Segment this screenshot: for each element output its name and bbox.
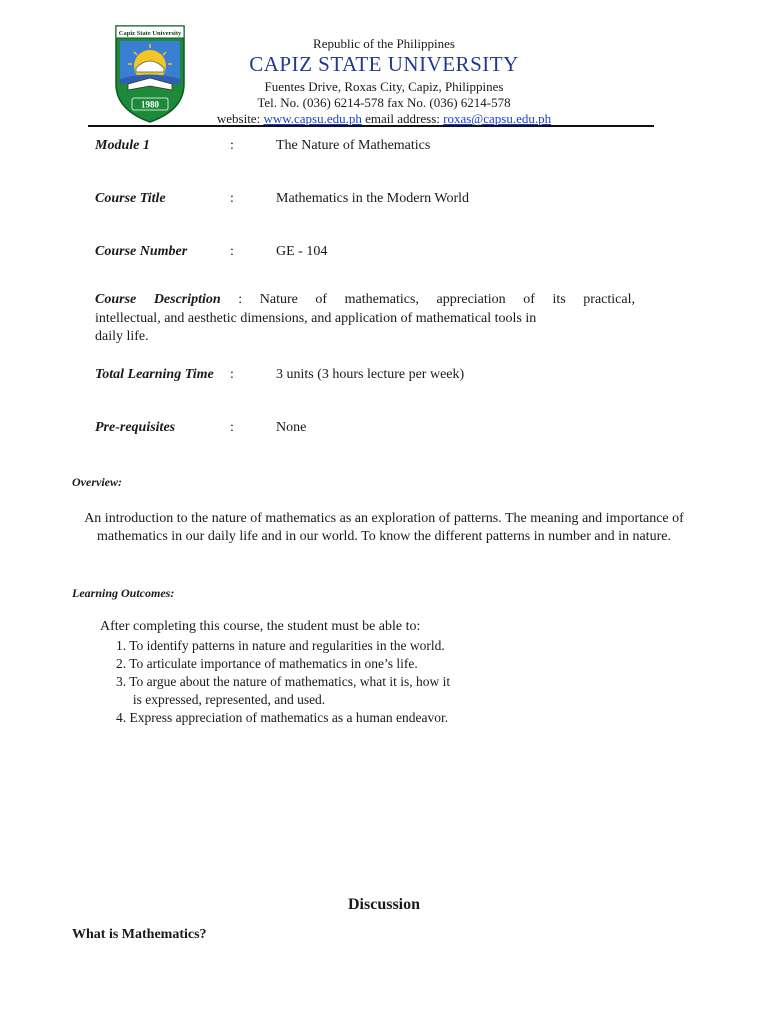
course-description-line-3: daily life. bbox=[95, 329, 149, 344]
module-value: The Nature of Mathematics bbox=[276, 138, 431, 153]
learning-outcomes-list bbox=[116, 637, 450, 727]
university-name: CAPIZ STATE UNIVERSITY bbox=[249, 52, 519, 76]
learning-outcomes-intro: After completing this course, the student must be able to: bbox=[100, 619, 421, 634]
course-description-value: Nature of mathematics, appreciation of its practical, bbox=[259, 292, 635, 307]
course-title-colon: : bbox=[230, 191, 234, 206]
course-description-continuation bbox=[95, 310, 595, 346]
learning-time-label: Total Learning Time bbox=[95, 367, 214, 382]
prerequisites-value: None bbox=[276, 420, 307, 435]
course-description-line-2: intellectual, and aesthetic dimensions, and application of mathematical tools in bbox=[95, 311, 537, 326]
list-item: 3. To argue about the nature of mathematics, what it is, how it bbox=[116, 674, 451, 689]
module-colon: : bbox=[230, 138, 234, 153]
website-label: website: bbox=[216, 111, 264, 126]
learning-time-colon: : bbox=[230, 367, 234, 382]
course-description-first-line bbox=[95, 292, 635, 308]
list-item: is expressed, represented, and used. bbox=[116, 692, 326, 707]
list-item: 1. To identify patterns in nature and regularities in the world. bbox=[116, 638, 445, 653]
email-label: email address: bbox=[361, 111, 444, 126]
list-item: 2. To articulate importance of mathematics in one’s life. bbox=[116, 656, 418, 671]
course-number-colon: : bbox=[230, 244, 234, 259]
email-link[interactable]: roxas@capsu.edu.ph bbox=[443, 111, 552, 126]
discussion-subheading: What is Mathematics? bbox=[72, 927, 207, 942]
phone-line: Tel. No. (036) 6214-578 fax No. (036) 6214-578 bbox=[257, 95, 511, 110]
header-divider bbox=[88, 125, 654, 127]
learning-time-value: 3 units (3 hours lecture per week) bbox=[276, 367, 465, 382]
discussion-heading: Discussion bbox=[347, 896, 421, 913]
overview-heading: Overview: bbox=[72, 475, 122, 489]
module-label: Module 1 bbox=[95, 138, 150, 153]
prerequisites-colon: : bbox=[230, 420, 234, 435]
course-description-label: Course Description bbox=[95, 292, 221, 307]
course-number-label: Course Number bbox=[95, 244, 188, 259]
overview-text: An introduction to the nature of mathematics as an exploration of patterns. The meaning and importance of mathematics in our daily life and in our world. To know the different patterns in number and in nature. bbox=[84, 511, 684, 544]
learning-outcomes-heading: Learning Outcomes: bbox=[72, 586, 175, 600]
course-title-value: Mathematics in the Modern World bbox=[276, 191, 470, 206]
logo-text: Capiz State University bbox=[118, 30, 182, 37]
course-title-label: Course Title bbox=[95, 191, 166, 206]
website-link[interactable]: www.capsu.edu.ph bbox=[263, 111, 362, 126]
course-number-value: GE - 104 bbox=[276, 244, 328, 259]
address-line: Fuentes Drive, Roxas City, Capiz, Philippines bbox=[264, 79, 504, 94]
country-line: Republic of the Philippines bbox=[313, 36, 455, 51]
prerequisites-label: Pre-requisites bbox=[95, 420, 176, 435]
university-logo bbox=[112, 24, 188, 124]
logo-year: 1980 bbox=[141, 99, 159, 110]
course-description-colon: : bbox=[238, 292, 243, 307]
list-item: 4. Express appreciation of mathematics as a human endeavor. bbox=[116, 710, 449, 725]
